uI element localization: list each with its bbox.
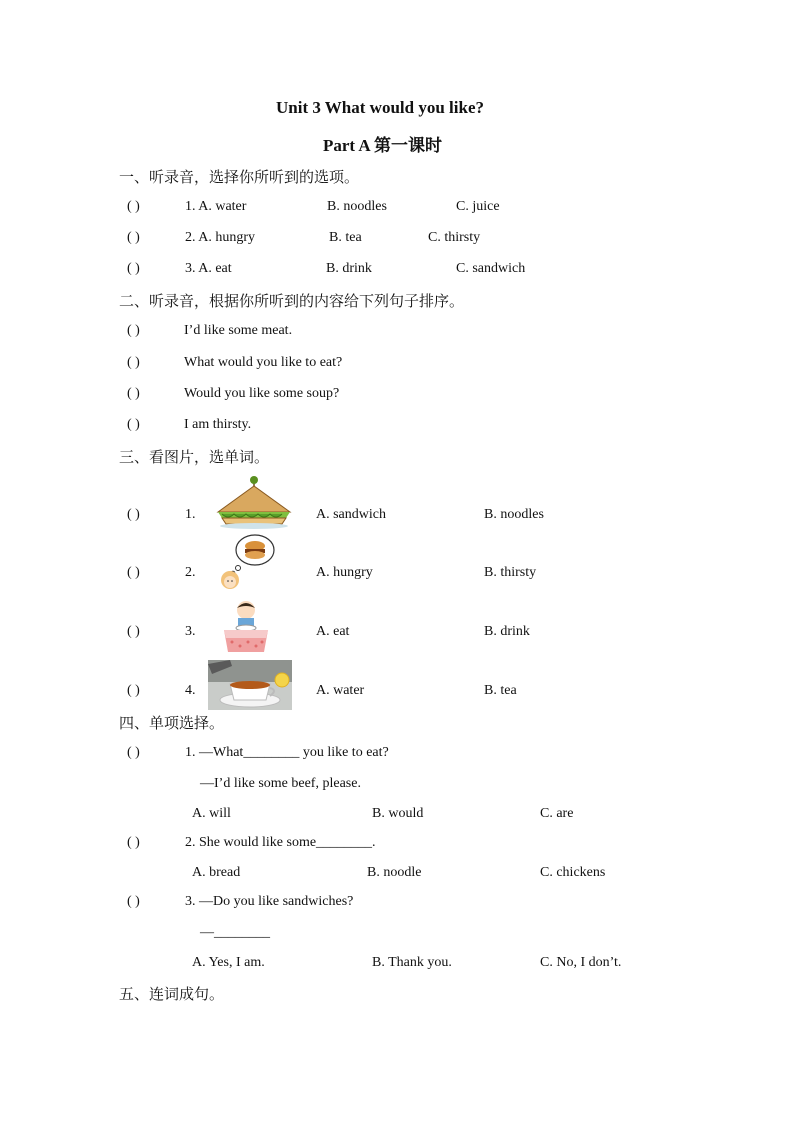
section-5-heading: 五、连词成句。 — [119, 985, 225, 1003]
section-3-heading: 三、看图片，选单词。 — [119, 448, 270, 466]
question-option-a: 3. A. eat — [185, 261, 232, 276]
section-1-heading: 一、听录音，选择你所听到的选项。 — [119, 168, 360, 186]
hungry-girl-icon — [216, 532, 280, 590]
sandwich-icon — [214, 474, 294, 530]
answer-bracket[interactable]: ( ) — [127, 745, 140, 760]
item-number: 3. — [185, 624, 196, 639]
answer-bracket[interactable]: ( ) — [127, 230, 140, 245]
answer-bracket[interactable]: ( ) — [127, 386, 140, 401]
option-a: A. sandwich — [316, 507, 386, 522]
option-a: A. hungry — [316, 565, 373, 580]
option-c: C. thirsty — [428, 230, 481, 245]
option-b: B. tea — [329, 230, 362, 245]
question-text: 1. —What________ you like to eat? — [185, 745, 389, 760]
question-response: —I’d like some beef, please. — [200, 776, 361, 791]
option-b: B. would — [372, 806, 424, 821]
answer-bracket[interactable]: ( ) — [127, 355, 140, 370]
question-response: —________ — [200, 925, 270, 940]
item-number: 4. — [185, 683, 196, 698]
answer-bracket[interactable]: ( ) — [127, 199, 140, 214]
option-c: C. sandwich — [456, 261, 526, 276]
part-subtitle: Part A 第一课时 — [323, 136, 442, 155]
option-b: B. noodles — [327, 199, 387, 214]
section-2-heading: 二、听录音，根据你所听到的内容给下列句子排序。 — [119, 292, 465, 310]
option-c: C. juice — [456, 199, 500, 214]
option-a: A. will — [192, 806, 231, 821]
unit-title: Unit 3 What would you like? — [276, 98, 484, 117]
sentence: I’d like some meat. — [184, 323, 293, 338]
option-b: B. noodles — [484, 507, 544, 522]
option-b: B. thirsty — [484, 565, 537, 580]
sentence: What would you like to eat? — [184, 355, 343, 370]
option-b: B. noodle — [367, 865, 422, 880]
option-a: A. eat — [316, 624, 350, 639]
option-b: B. drink — [484, 624, 530, 639]
question-option-a: 2. A. hungry — [185, 230, 255, 245]
question-option-a: 1. A. water — [185, 199, 247, 214]
answer-bracket[interactable]: ( ) — [127, 683, 140, 698]
item-number: 2. — [185, 565, 196, 580]
answer-bracket[interactable]: ( ) — [127, 417, 140, 432]
option-c: C. No, I don’t. — [540, 955, 622, 970]
question-text: 3. —Do you like sandwiches? — [185, 894, 354, 909]
answer-bracket[interactable]: ( ) — [127, 507, 140, 522]
answer-bracket[interactable]: ( ) — [127, 323, 140, 338]
option-c: C. are — [540, 806, 574, 821]
item-number: 1. — [185, 507, 196, 522]
option-c: C. chickens — [540, 865, 606, 880]
option-b: B. Thank you. — [372, 955, 452, 970]
option-a: A. Yes, I am. — [192, 955, 265, 970]
answer-bracket[interactable]: ( ) — [127, 565, 140, 580]
boy-eating-icon — [220, 598, 272, 654]
answer-bracket[interactable]: ( ) — [127, 894, 140, 909]
option-b: B. tea — [484, 683, 517, 698]
tea-cup-icon — [208, 660, 292, 710]
option-b: B. drink — [326, 261, 372, 276]
answer-bracket[interactable]: ( ) — [127, 261, 140, 276]
section-4-heading: 四、单项选择。 — [119, 714, 225, 732]
answer-bracket[interactable]: ( ) — [127, 624, 140, 639]
answer-bracket[interactable]: ( ) — [127, 835, 140, 850]
question-text: 2. She would like some________. — [185, 835, 376, 850]
sentence: Would you like some soup? — [184, 386, 340, 401]
option-a: A. water — [316, 683, 365, 698]
option-a: A. bread — [192, 865, 241, 880]
sentence: I am thirsty. — [184, 417, 252, 432]
